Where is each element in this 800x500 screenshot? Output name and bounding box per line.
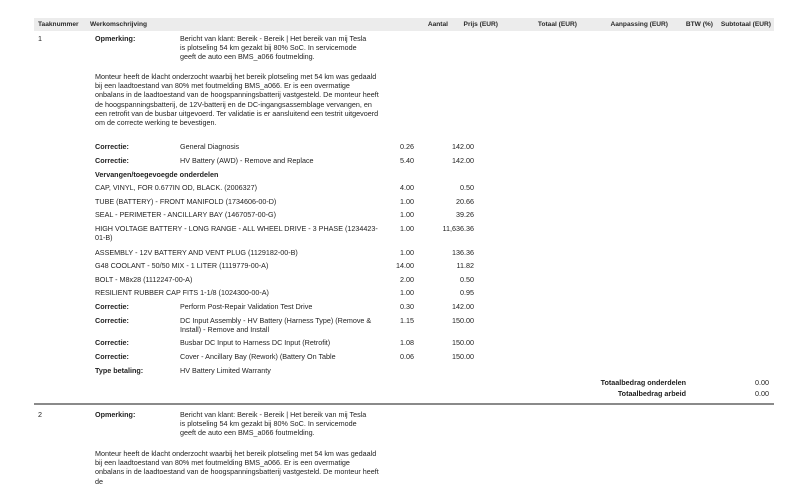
part-description: RESILIENT RUBBER CAP FITS 1-1/8 (1024300-00-A) (95, 288, 269, 297)
correction-label: Correctie: (95, 142, 129, 151)
price-cell: 11,636.36 (442, 224, 474, 233)
correction-description: Cover - Ancillary Bay (Rework) (Battery On Table (180, 352, 336, 361)
remark-technician: Monteur heeft de klacht onderzocht waarbij het bereik plotseling met 54 km was gedaald bij een laadtoestand van 80% met foutmelding BMS_a066. Er is een overmatige onbalans in de laadtoestand van de hoogspanningsbatterij vastgesteld. De monteur heeft de hoogspanningsbatterij, de 12V-batterij en de DC-ingangsassemblage vervangen, en een retrofit van de busbar uitgevoerd. Ter validatie is er aansluitend een testrit uitgevoerd om de correcte werking te bevestigen. (95, 72, 379, 128)
part-description: ASSEMBLY - 12V BATTERY AND VENT PLUG (1129182-00-B) (95, 248, 298, 257)
price-cell: 136.36 (452, 248, 474, 257)
quantity-cell: 5.40 (400, 156, 414, 165)
price-cell: 0.95 (460, 288, 474, 297)
col-price: Prijs (EUR) (463, 21, 498, 28)
task-number: 1 (38, 34, 42, 43)
correction-label: Correctie: (95, 338, 129, 347)
price-cell: 150.00 (452, 338, 474, 347)
correction-label: Correctie: (95, 156, 129, 165)
price-cell: 150.00 (452, 352, 474, 361)
table-header (34, 18, 774, 31)
total-labor-value: 0.00 (755, 389, 769, 398)
part-description: CAP, VINYL, FOR 0.677IN OD, BLACK. (2006327) (95, 183, 258, 192)
price-cell: 142.00 (452, 156, 474, 165)
correction-label: Correctie: (95, 316, 129, 325)
quantity-cell: 0.26 (400, 142, 414, 151)
quantity-cell: 1.15 (400, 316, 414, 325)
correction-description: Busbar DC Input to Harness DC Input (Retrofit) (180, 338, 331, 347)
price-cell: 142.00 (452, 142, 474, 151)
col-subtotal: Subtotaal (EUR) (720, 21, 771, 28)
quantity-cell: 0.06 (400, 352, 414, 361)
quantity-cell: 1.00 (400, 210, 414, 219)
correction-label: Correctie: (95, 302, 129, 311)
correction-description: HV Battery (AWD) - Remove and Replace (180, 156, 314, 165)
col-vat: BTW (%) (685, 21, 713, 28)
correction-description: Perform Post-Repair Validation Test Drive (180, 302, 313, 311)
price-cell: 39.26 (456, 210, 474, 219)
task-divider (34, 403, 774, 405)
quantity-cell: 1.00 (400, 197, 414, 206)
price-cell: 11.82 (456, 261, 474, 270)
quantity-cell: 1.08 (400, 338, 414, 347)
quantity-cell: 1.00 (400, 224, 414, 233)
remark-label: Opmerking: (95, 410, 136, 419)
total-parts-value: 0.00 (755, 378, 769, 387)
quantity-cell: 4.00 (400, 183, 414, 192)
remark-label: Opmerking: (95, 34, 136, 43)
correction-description: DC Input Assembly - HV Battery (Harness Type) (Remove & Install) - Remove and Install (180, 316, 372, 335)
part-description: G48 COOLANT - 50/50 MIX - 1 LITER (1119779-00-A) (95, 261, 269, 270)
price-cell: 150.00 (452, 316, 474, 325)
col-task-number: Taaknummer (38, 21, 79, 28)
part-description: BOLT - M8x28 (1112247-00-A) (95, 275, 193, 284)
remark-customer: Bericht van klant: Bereik - Bereik | Het bereik van mij Tesla is plotseling 54 km gezakt bij 80% SoC. In servicemode geeft de auto een BMS_a066 foutmelding. (180, 34, 367, 62)
quantity-cell: 2.00 (400, 275, 414, 284)
total-labor-label: Totaalbedrag arbeid (617, 389, 686, 398)
col-total: Totaal (EUR) (537, 21, 577, 28)
part-description: SEAL - PERIMETER - ANCILLARY BAY (1467057-00-G) (95, 210, 276, 219)
price-cell: 0.50 (460, 183, 474, 192)
price-cell: 142.00 (452, 302, 474, 311)
part-description: TUBE (BATTERY) - FRONT MANIFOLD (1734606-00-D) (95, 197, 277, 206)
quantity-cell: 0.30 (400, 302, 414, 311)
correction-label: Correctie: (95, 352, 129, 361)
total-parts-label: Totaalbedrag onderdelen (600, 378, 686, 387)
correction-description: General Diagnosis (180, 142, 240, 151)
price-cell: 20.66 (456, 197, 474, 206)
price-cell: 0.50 (460, 275, 474, 284)
payment-type-label: Type betaling: (95, 366, 144, 375)
quantity-cell: 1.00 (400, 248, 414, 257)
quantity-cell: 1.00 (400, 288, 414, 297)
payment-type-value: HV Battery Limited Warranty (180, 366, 271, 375)
col-description: Werkomschrijving (90, 21, 148, 28)
remark-technician: Monteur heeft de klacht onderzocht waarbij het bereik plotseling met 54 km was gedaald bij een laadtoestand van 80% met foutmelding BMS_a066. Er is een overmatige onbalans in de laadtoestand van de hoogspanningsbatterij vastgesteld. De monteur heeft de (95, 449, 379, 486)
col-quantity: Aantal (427, 21, 448, 28)
task-number: 2 (38, 410, 42, 419)
col-adjustment: Aanpassing (EUR) (610, 21, 668, 28)
quantity-cell: 14.00 (396, 261, 414, 270)
part-description: HIGH VOLTAGE BATTERY - LONG RANGE - ALL WHEEL DRIVE - 3 PHASE (1234423-01-B) (95, 224, 378, 243)
parts-heading: Vervangen/toegevoegde onderdelen (95, 170, 219, 179)
remark-customer: Bericht van klant: Bereik - Bereik | Het bereik van mij Tesla is plotseling 54 km gezakt bij 80% SoC. In servicemode geeft de auto een BMS_a066 foutmelding. (180, 410, 367, 438)
